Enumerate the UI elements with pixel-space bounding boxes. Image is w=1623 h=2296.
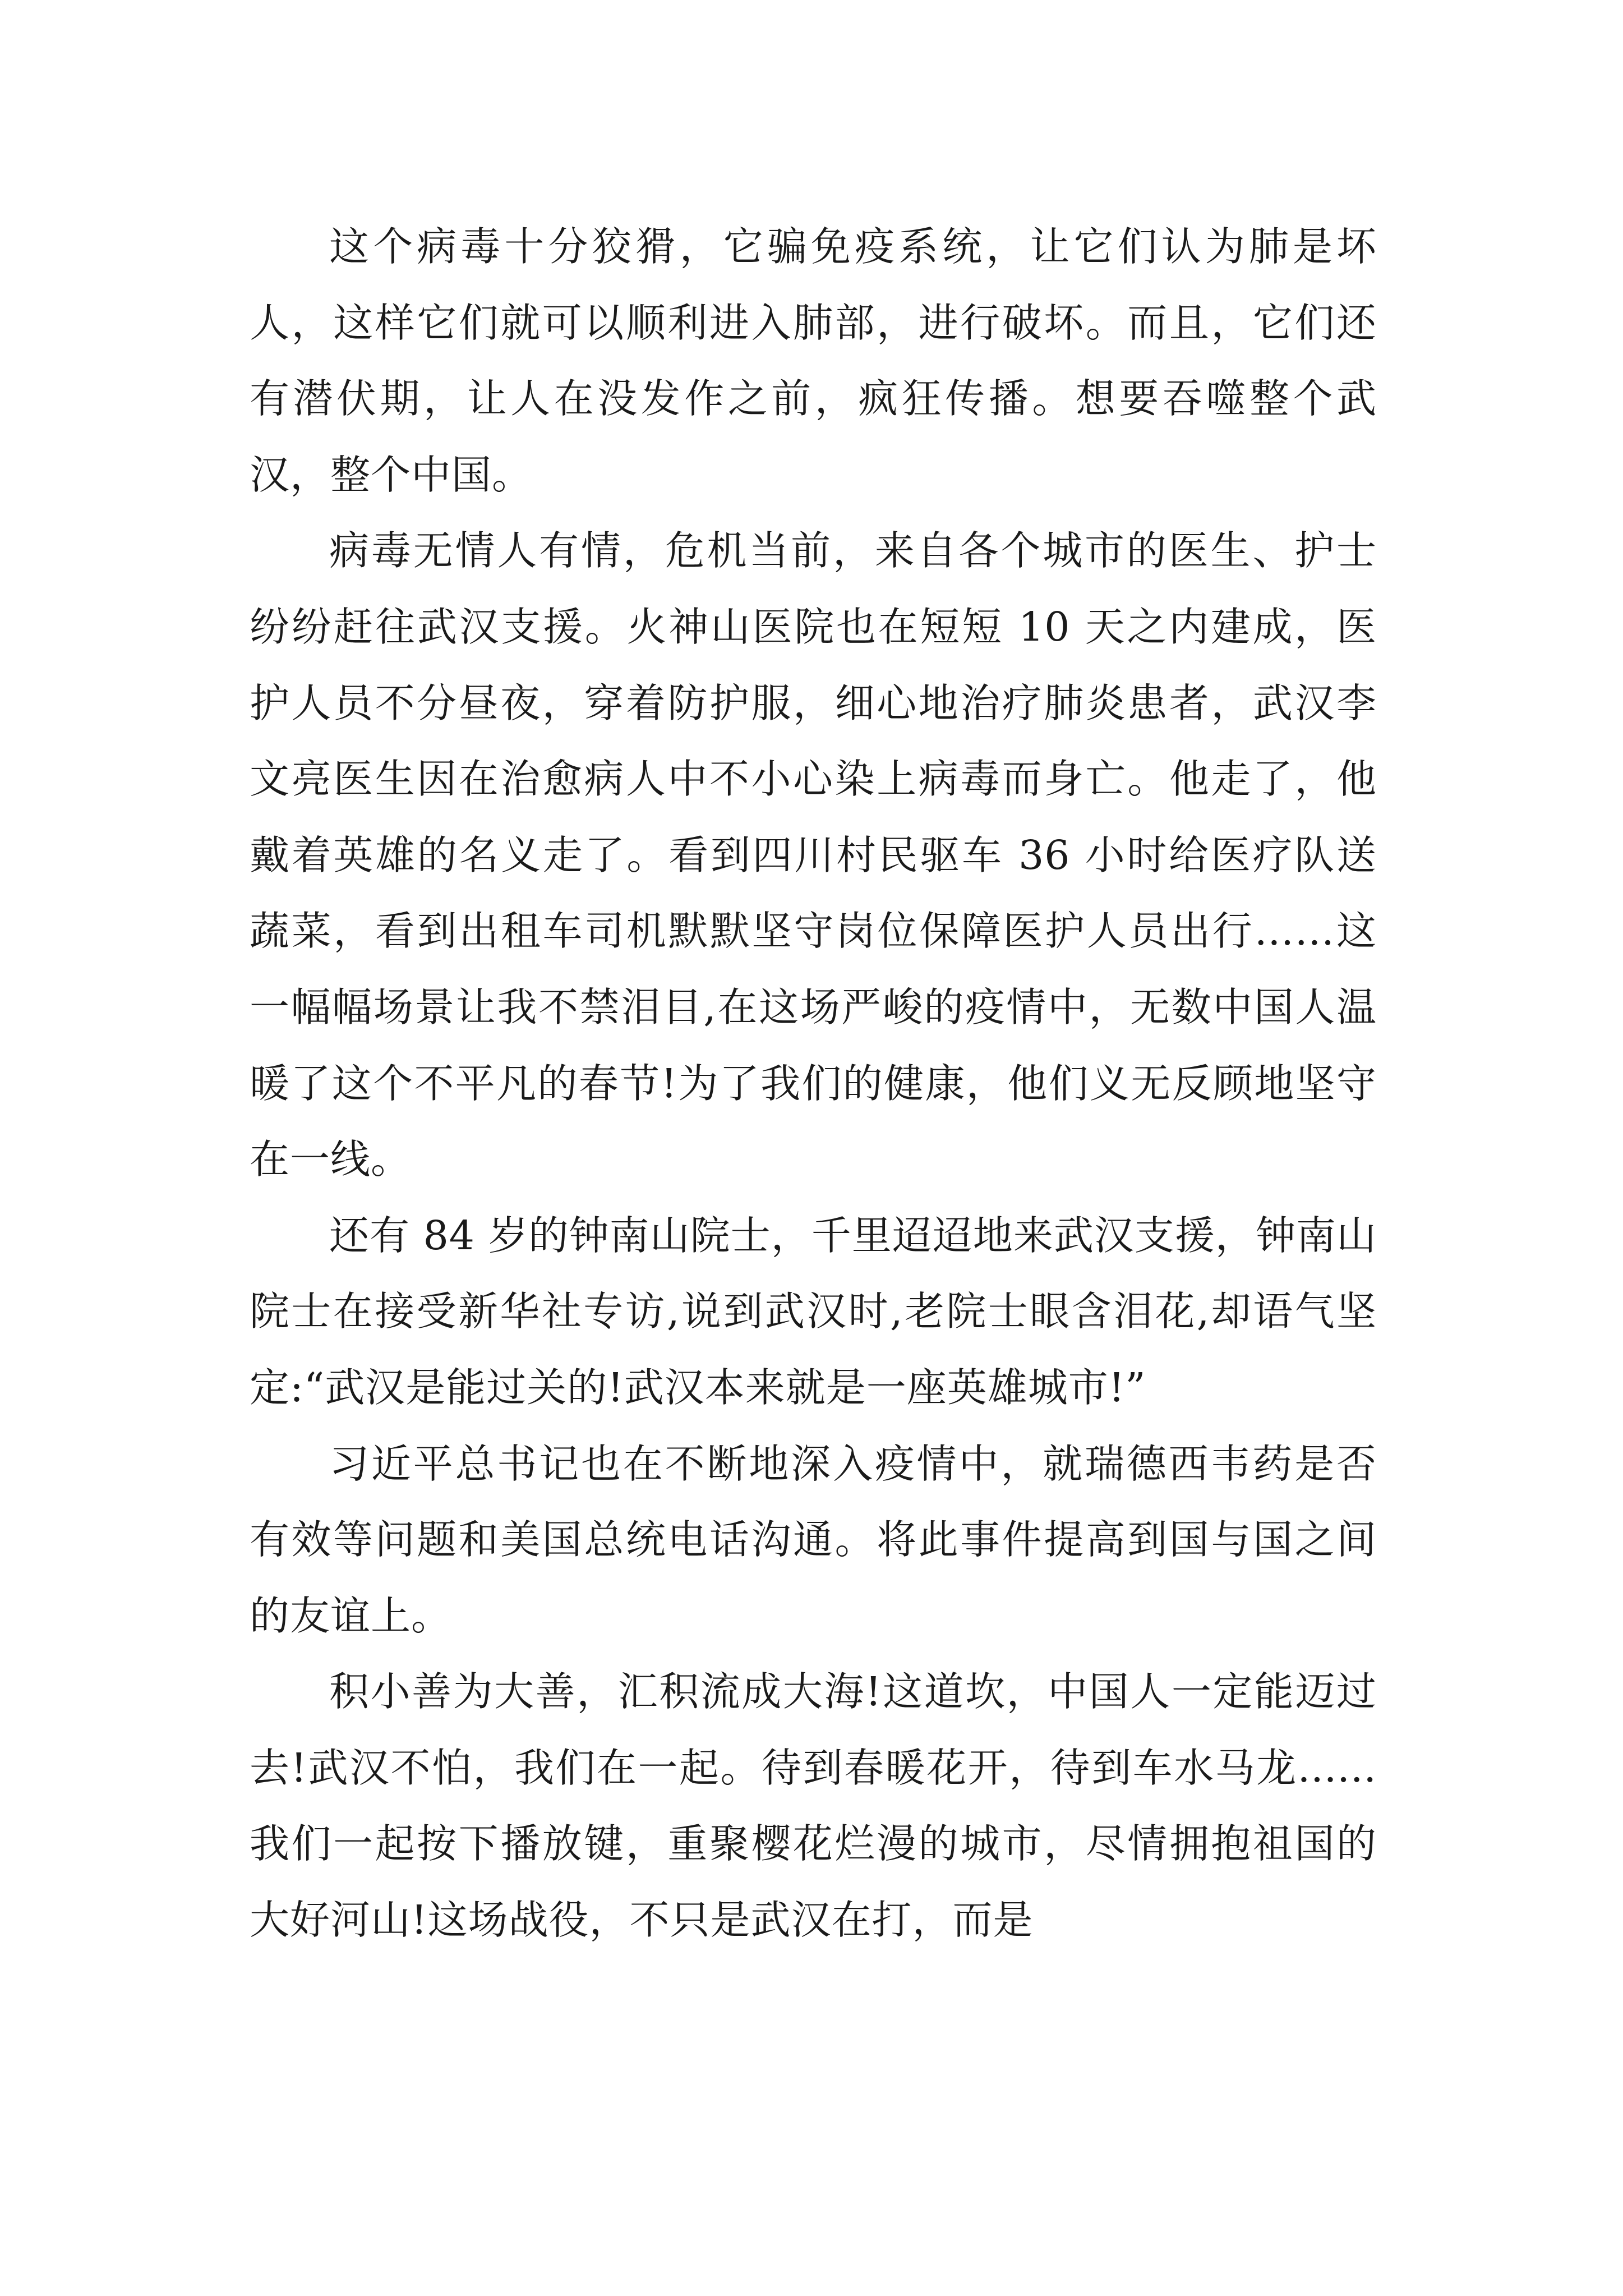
paragraph-virus-cunning: 这个病毒十分狡猾，它骗免疫系统，让它们认为肺是坏人，这样它们就可以顺利进入肺部，进行破坏。而且，它们还有潜伏期，让人在没发作之前，疯狂传播。想要吞噬整个武汉，整个中国。 [250,223,1377,498]
paragraph-together: 积小善为大善，汇积流成大海!这道坎，中国人一定能迈过去!武汉不怕，我们在一起。待到春暖花开，待到车水马龙......我们一起按下播放键，重聚樱花烂漫的城市，尽情拥抱祖国的大好河山!这场战役，不只是武汉在打，而是 [250,1668,1377,1944]
paragraph-xi-jinping: 习近平总书记也在不断地深入疫情中，就瑞德西韦药是否有效等问题和美国总统电话沟通。将此事件提高到国与国之间的友谊上。 [250,1440,1377,1639]
body-text [250,209,1377,1958]
paragraph-zhong-nanshan: 还有 84 岁的钟南山院士，千里迢迢地来武汉支援，钟南山院士在接受新华社专访,说到武汉时,老院士眼含泪花,却语气坚定:“武汉是能过关的!武汉本来就是一座英雄城市!” [250,1212,1377,1411]
paragraph-medical-support: 病毒无情人有情，危机当前，来自各个城市的医生、护士纷纷赶往武汉支援。火神山医院也在短短 10 天之内建成，医护人员不分昼夜，穿着防护服，细心地治疗肺炎患者，武汉李文亮医生因在治愈病人中不小心染上病毒而身亡。他走了，他戴着英雄的名义走了。看到四川村民驱车 36 小时给医疗队送蔬菜，看到出租车司机默默坚守岗位保障医护人员出行……这一幅幅场景让我不禁泪目,在这场严峻的疫情中，无数中国人温暖了这个不平凡的春节!为了我们的健康，他们义无反顾地坚守在一线。 [250,527,1377,1183]
